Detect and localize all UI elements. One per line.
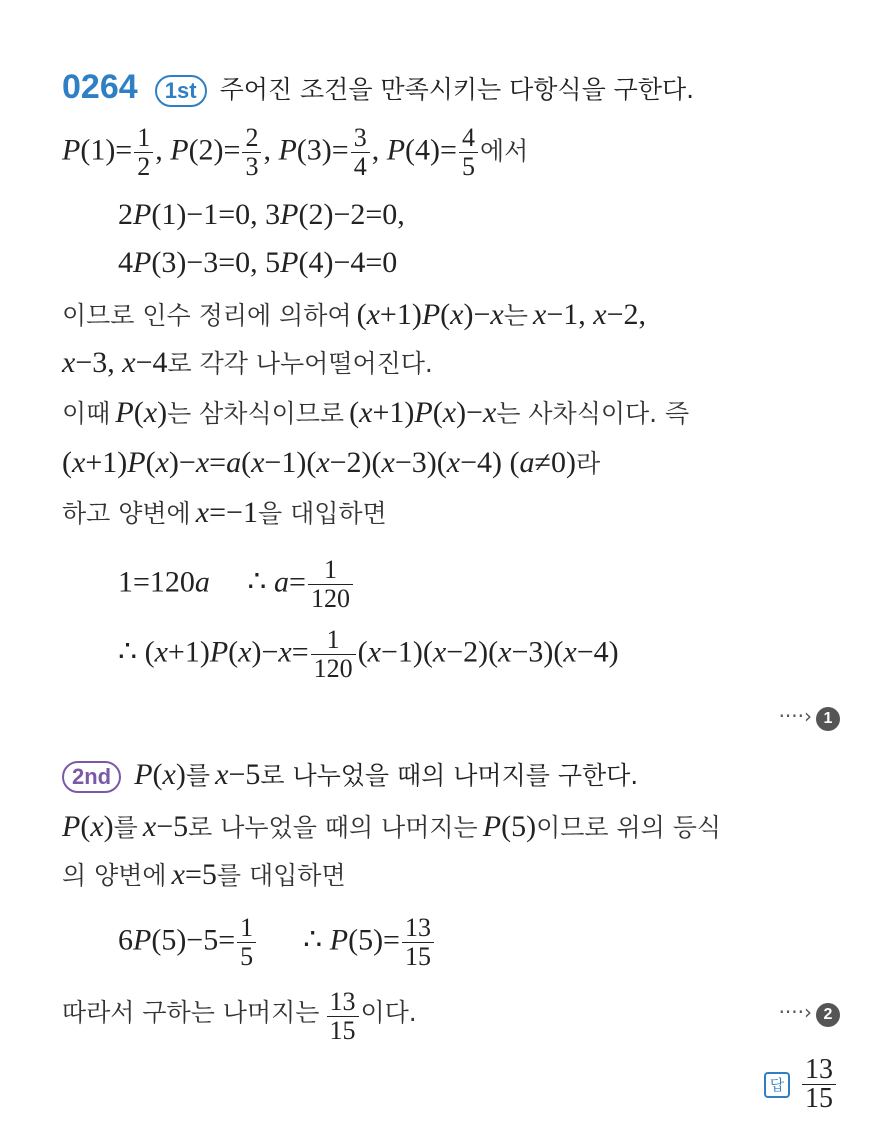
- fraction-three-fourths: $\frac{3}{4}$: [351, 124, 370, 181]
- given-values-line: P(1)= $\frac{1}{2}$ , P(2)= $\frac{2}{3}$ , P(3)= $\frac{3}{4}$ , P(4)= $\frac{4}{5}$ 에서: [62, 123, 529, 181]
- fraction-two-thirds: $\frac{2}{3}$: [242, 124, 261, 181]
- step1-tag: 1st: [155, 75, 207, 107]
- substitute-5-line: 의 양변에 x=5를 대입하면: [62, 858, 346, 891]
- fraction-half: $\frac{1}{2}$: [134, 124, 153, 181]
- answer-fraction: $\frac{13}{15}$: [802, 1056, 836, 1113]
- fraction-four-fifths: $\frac{4}{5}$: [459, 124, 478, 181]
- problem-number: 0264: [62, 68, 138, 106]
- problem-header: [62, 68, 694, 107]
- answer-icon: 답: [764, 1072, 790, 1098]
- equation-line-1: 2P(1)−1=0, 3P(2)−2=0,: [118, 198, 405, 231]
- final-answer: [764, 1056, 838, 1113]
- step1-description: 주어진 조건을 만족시키는 다항식을 구한다.: [219, 75, 695, 104]
- result-equation-line: ∴ (x+1)P(x)−x= $\frac{1}{120}$ (x−1)(x−2)(x−3)(x−4): [118, 625, 619, 683]
- equation-line-2: 4P(3)−3=0, 5P(4)−4=0: [118, 246, 398, 279]
- step2-header: 2nd P(x)를 x−5로 나누었을 때의 나머지를 구한다.: [62, 756, 638, 793]
- degree-line: 이때 P(x)는 삼차식이므로 (x+1)P(x)−x는 사차식이다. 즉: [62, 396, 690, 429]
- fraction-one-fifth: $\frac{1}{5}$: [237, 914, 256, 971]
- marker-two: ····› 2: [779, 1000, 840, 1027]
- fraction-13-15-b: $\frac{13}{15}$: [327, 988, 359, 1045]
- text-eseo: 에서: [479, 136, 529, 166]
- remainder-theorem-line: P(x)를 x−5로 나누었을 때의 나머지는 P(5)이므로 위의 등식: [62, 810, 722, 843]
- fraction-one-120-b: $\frac{1}{120}$: [311, 626, 356, 683]
- factored-form-line: (x+1)P(x)−x=a(x−1)(x−2)(x−3)(x−4) (a≠0)라: [62, 446, 601, 479]
- substitute-line: 하고 양변에 x=−1을 대입하면: [62, 496, 387, 529]
- fraction-one-120: $\frac{1}{120}$: [308, 556, 353, 613]
- factor-theorem-line: 이므로 인수 정리에 의하여 (x+1)P(x)−x는 x−1, x−2,: [62, 298, 646, 331]
- solve-p5-line: 6P(5)−5= $\frac{1}{5}$ ∴ P(5)= $\frac{13}{15}$: [118, 914, 436, 971]
- conclusion-line: 따라서 구하는 나머지는 $\frac{13}{15}$ 이다.: [62, 987, 417, 1045]
- step2-tag: 2nd: [62, 761, 121, 793]
- solve-a-line: 1=120a ∴ a= $\frac{1}{120}$: [118, 556, 355, 613]
- fraction-13-15: $\frac{13}{15}$: [402, 914, 434, 971]
- divisors-line: x−3, x−4로 각각 나누어떨어진다.: [62, 346, 433, 379]
- marker-one: ····› 1: [779, 704, 840, 731]
